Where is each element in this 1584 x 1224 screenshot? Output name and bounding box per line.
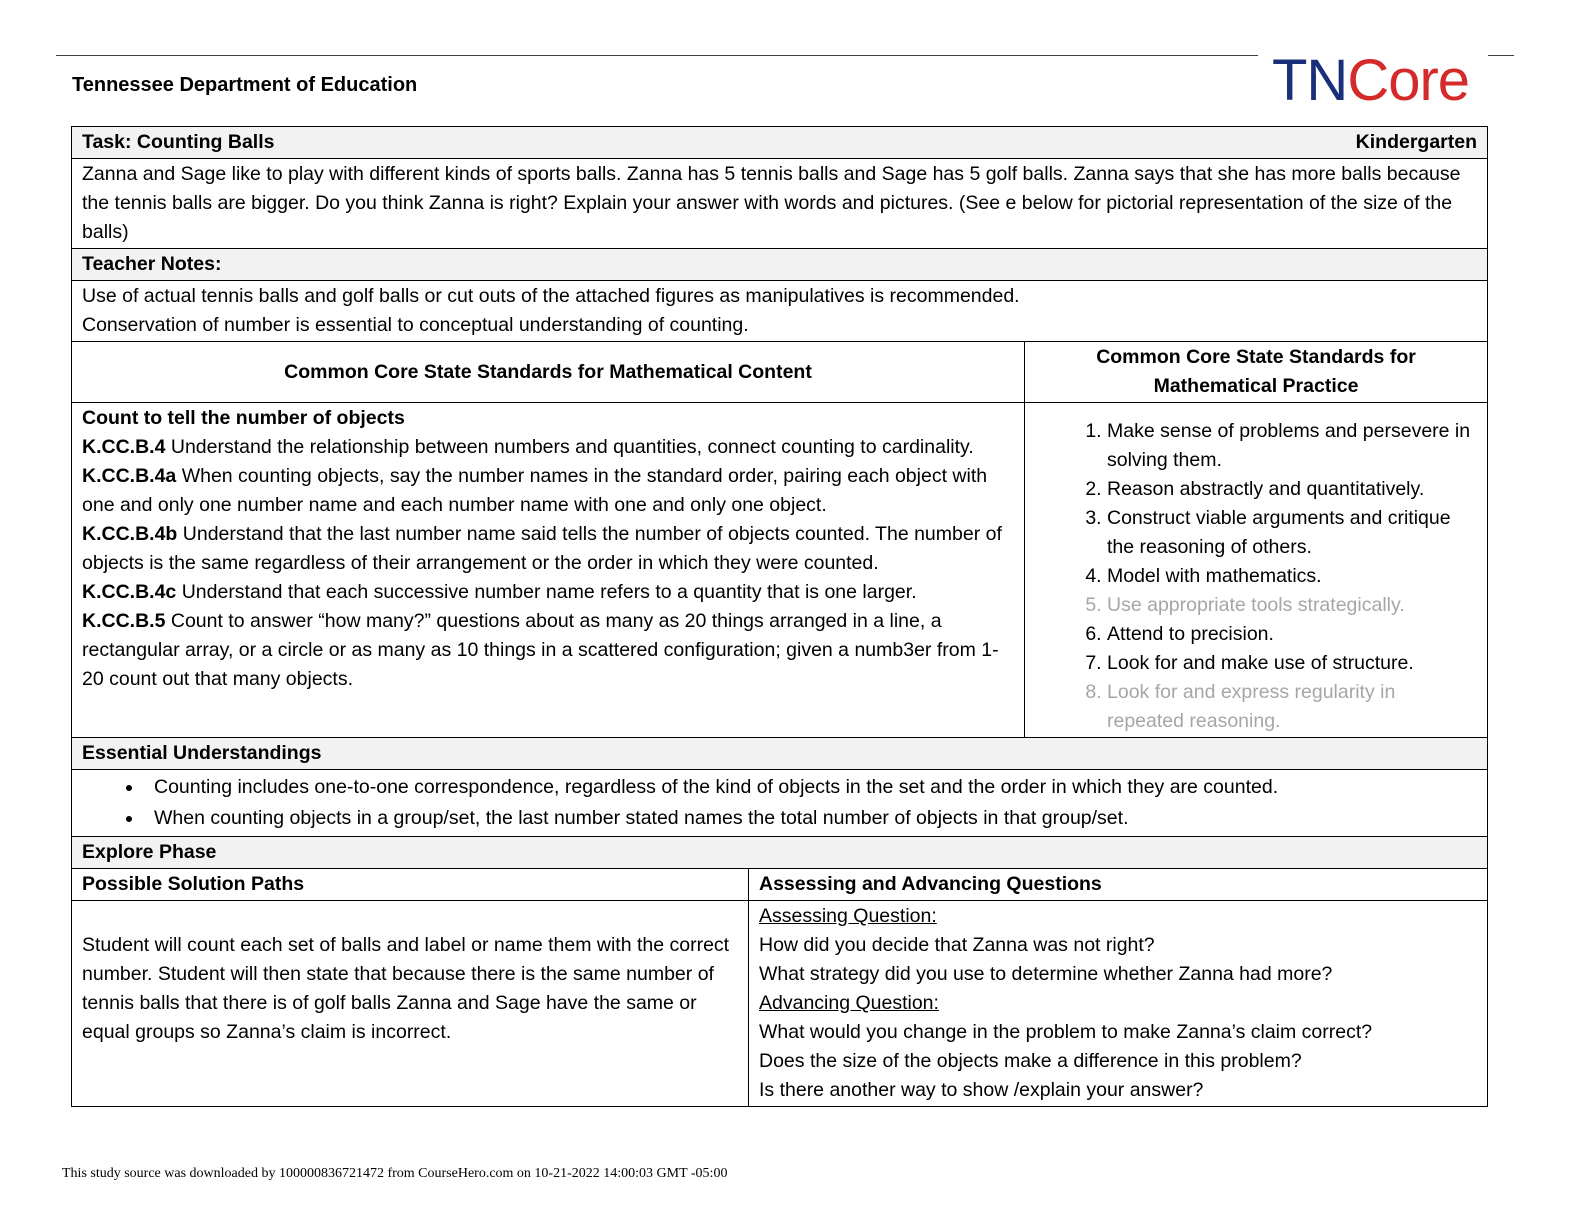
department-name: Tennessee Department of Education	[72, 74, 418, 96]
assessing-label: Assessing Question:	[759, 905, 937, 927]
practice-item: 1. Make sense of problems and persevere in solving them.	[1107, 417, 1477, 475]
solution-paths-text: Student will count each set of balls and label or name them with the correct number. Student will then state that because there is the same number of tennis balls that there is of golf balls Zanna and Sage have the same or equal groups so Zanna’s claim is incorrect.	[72, 901, 749, 1107]
tncore-logo: TNCore	[1272, 48, 1470, 113]
teacher-note-line: Conservation of number is essential to conceptual understanding of counting.	[82, 314, 749, 336]
essential-list	[82, 772, 1477, 834]
explore-table	[71, 868, 1488, 1107]
questions-cell	[749, 901, 1488, 1107]
solution-paths-heading: Possible Solution Paths	[72, 869, 749, 901]
practice-item: 6. Attend to precision.	[1107, 620, 1477, 649]
teacher-notes-heading: Teacher Notes:	[72, 249, 1488, 281]
standards-cluster: Count to tell the number of objects	[82, 407, 405, 429]
task-title: Task: Counting Balls	[82, 131, 275, 153]
teacher-note-line: Use of actual tennis balls and golf balls or cut outs of the attached figures as manipulatives is recommended.	[82, 285, 1020, 307]
assessing-question: How did you decide that Zanna was not right?	[759, 934, 1155, 956]
practice-item: 5. Use appropriate tools strategically.	[1107, 591, 1477, 620]
assessing-question: What strategy did you use to determine whether Zanna had more?	[759, 963, 1333, 985]
advancing-question: Does the size of the objects make a difference in this problem?	[759, 1050, 1302, 1072]
download-footer: This study source was downloaded by 100000836721472 from CourseHero.com on 10-21-2022 14:00:03 GMT -05:00	[62, 1166, 728, 1181]
practice-item: 3. Construct viable arguments and critique the reasoning of others.	[1107, 504, 1477, 562]
standard-item: K.CC.B.4a When counting objects, say the number names in the standard order, pairing each object with one and only one number name and each number name with one and only one object.	[82, 465, 988, 516]
practice-standards-heading: Common Core State Standards for Mathematical Practice	[1025, 342, 1488, 403]
content-standards-cell	[72, 403, 1025, 738]
practice-item: 2. Reason abstractly and quantitatively.	[1107, 475, 1477, 504]
grade-level: Kindergarten	[1355, 131, 1478, 153]
essential-item: • Counting includes one-to-one correspondence, regardless of the kind of objects in the set and the order in which they are counted.	[144, 772, 1477, 803]
standard-item: K.CC.B.5 Count to answer “how many?” questions about as many as 20 things arranged in a line, a rectangular array, or a circle or as many as 10 things in a scattered configuration; given a numb3er from 1-20 count out that many objects.	[82, 610, 999, 690]
advancing-label: Advancing Question:	[759, 992, 939, 1014]
advancing-question: What would you change in the problem to make Zanna’s claim correct?	[759, 1021, 1373, 1043]
task-document	[71, 126, 1487, 1107]
header-rule-right	[1488, 55, 1514, 56]
essential-heading: Essential Understandings	[72, 738, 1488, 770]
practice-standards-list	[1071, 417, 1477, 736]
questions-heading: Assessing and Advancing Questions	[749, 869, 1488, 901]
advancing-question: Is there another way to show /explain your answer?	[759, 1079, 1204, 1101]
task-title-row	[72, 127, 1488, 159]
standard-item: K.CC.B.4 Understand the relationship between numbers and quantities, connect counting to cardinality.	[82, 436, 974, 458]
practice-standards-cell	[1025, 403, 1488, 738]
standard-item: K.CC.B.4c Understand that each successive number name refers to a quantity that is one larger.	[82, 581, 917, 603]
practice-item: 4. Model with mathematics.	[1107, 562, 1477, 591]
teacher-notes	[72, 281, 1488, 342]
explore-heading: Explore Phase	[72, 837, 1488, 869]
essential-cell	[72, 770, 1488, 837]
task-table-top	[71, 126, 1488, 869]
practice-item: 8. Look for and express regularity in repeated reasoning.	[1107, 678, 1477, 736]
practice-item: 7. Look for and make use of structure.	[1107, 649, 1477, 678]
essential-item: • When counting objects in a group/set, the last number stated names the total number of objects in that group/set.	[144, 803, 1477, 834]
task-description: Zanna and Sage like to play with different kinds of sports balls. Zanna has 5 tennis balls and Sage has 5 golf balls. Zanna says that she has more balls because the tennis balls are bigger. Do you think Zanna is right? Explain your answer with words and pictures. (See e below for pictorial representation of the size of the balls)	[72, 159, 1488, 249]
header-rule-left	[56, 55, 1258, 56]
content-standards-heading: Common Core State Standards for Mathematical Content	[72, 342, 1025, 403]
standard-item: K.CC.B.4b Understand that the last number name said tells the number of objects counted. The number of objects is the same regardless of their arrangement or the order in which they were counted.	[82, 523, 1002, 574]
